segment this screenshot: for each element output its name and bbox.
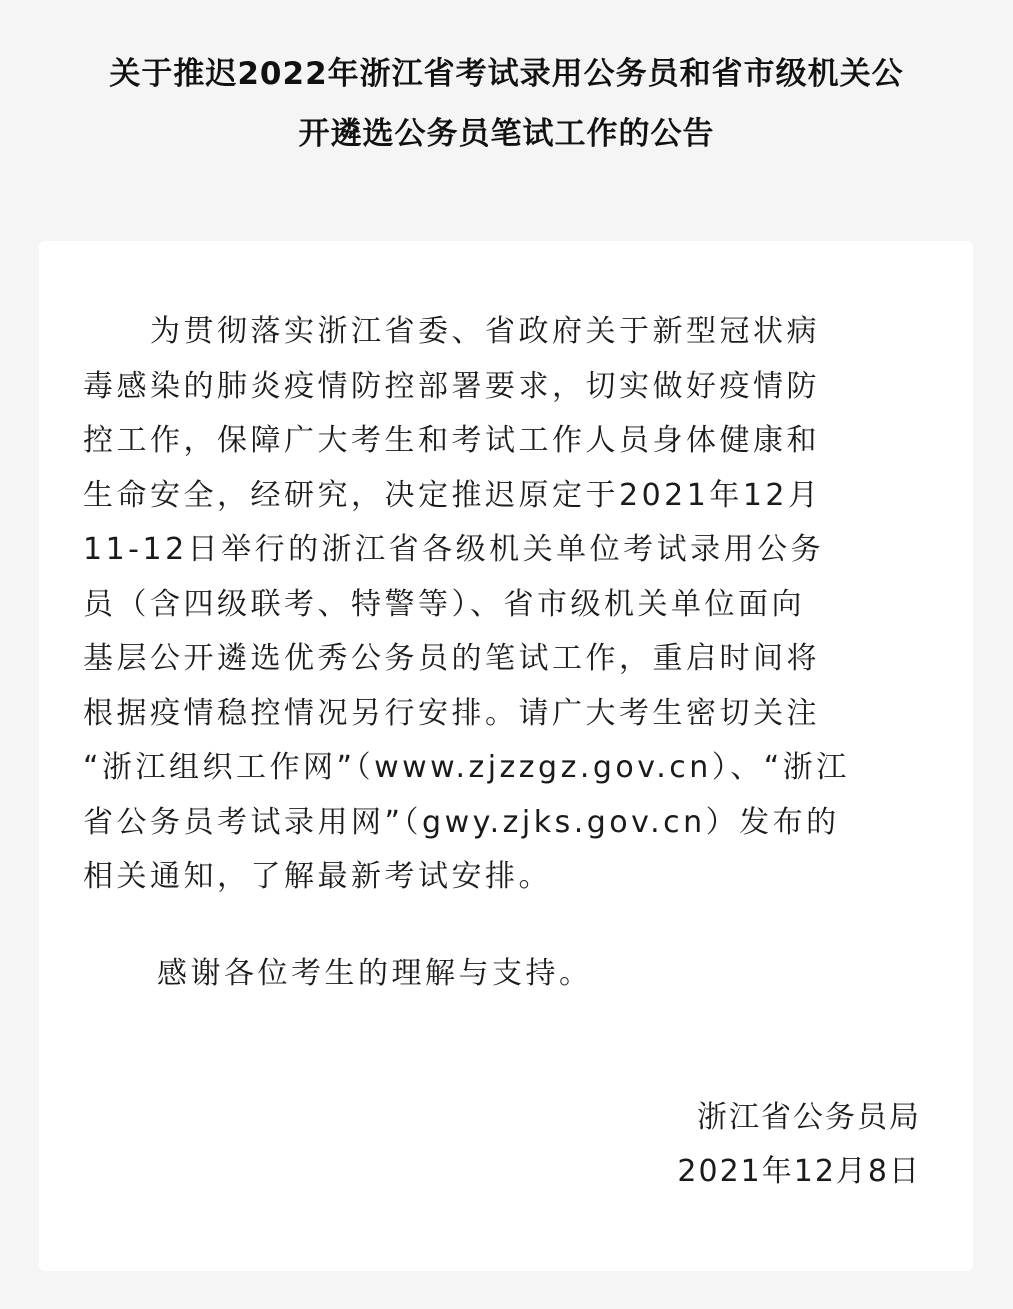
body-line: 员（含四级联考、特警等）、省市级机关单位面向	[83, 586, 805, 622]
title-line-1: 关于推迟2022年浙江省考试录用公务员和省市级机关公	[109, 56, 904, 92]
body-line: 为贯彻落实浙江省委、省政府关于新型冠状病	[83, 314, 820, 349]
title-line-2: 开遴选公务员笔试工作的公告	[298, 116, 715, 152]
body-line: 生命安全，经研究，决定推迟原定于2021年12月	[83, 477, 822, 513]
issuing-organization: 浙江省公务员局	[697, 1100, 921, 1135]
body-line: “浙江组织工作网”（www.zjzzgz.gov.cn）、“浙江	[83, 750, 850, 785]
announcement-body	[83, 305, 933, 905]
body-line: 根据疫情稳控情况另行安排。请广大考生密切关注	[83, 695, 820, 731]
thanks-paragraph: 感谢各位考生的理解与支持。	[157, 956, 593, 991]
body-line: 省公务员考试录用网”（gwy.zjks.gov.cn）发布的	[83, 804, 840, 840]
body-line: 相关通知，了解最新考试安排。	[83, 859, 552, 894]
issue-date: 2021年12月8日	[677, 1154, 921, 1189]
announcement-card	[39, 241, 973, 1271]
body-line: 控工作，保障广大考生和考试工作人员身体健康和	[83, 423, 820, 458]
body-line: 11-12日举行的浙江省各级机关单位考试录用公务	[83, 532, 825, 567]
body-line: 基层公开遴选优秀公务员的笔试工作，重启时间将	[83, 641, 820, 676]
announcement-title	[0, 44, 1013, 164]
body-line: 毒感染的肺炎疫情防控部署要求，切实做好疫情防	[83, 368, 820, 404]
signature-block	[677, 1091, 921, 1199]
